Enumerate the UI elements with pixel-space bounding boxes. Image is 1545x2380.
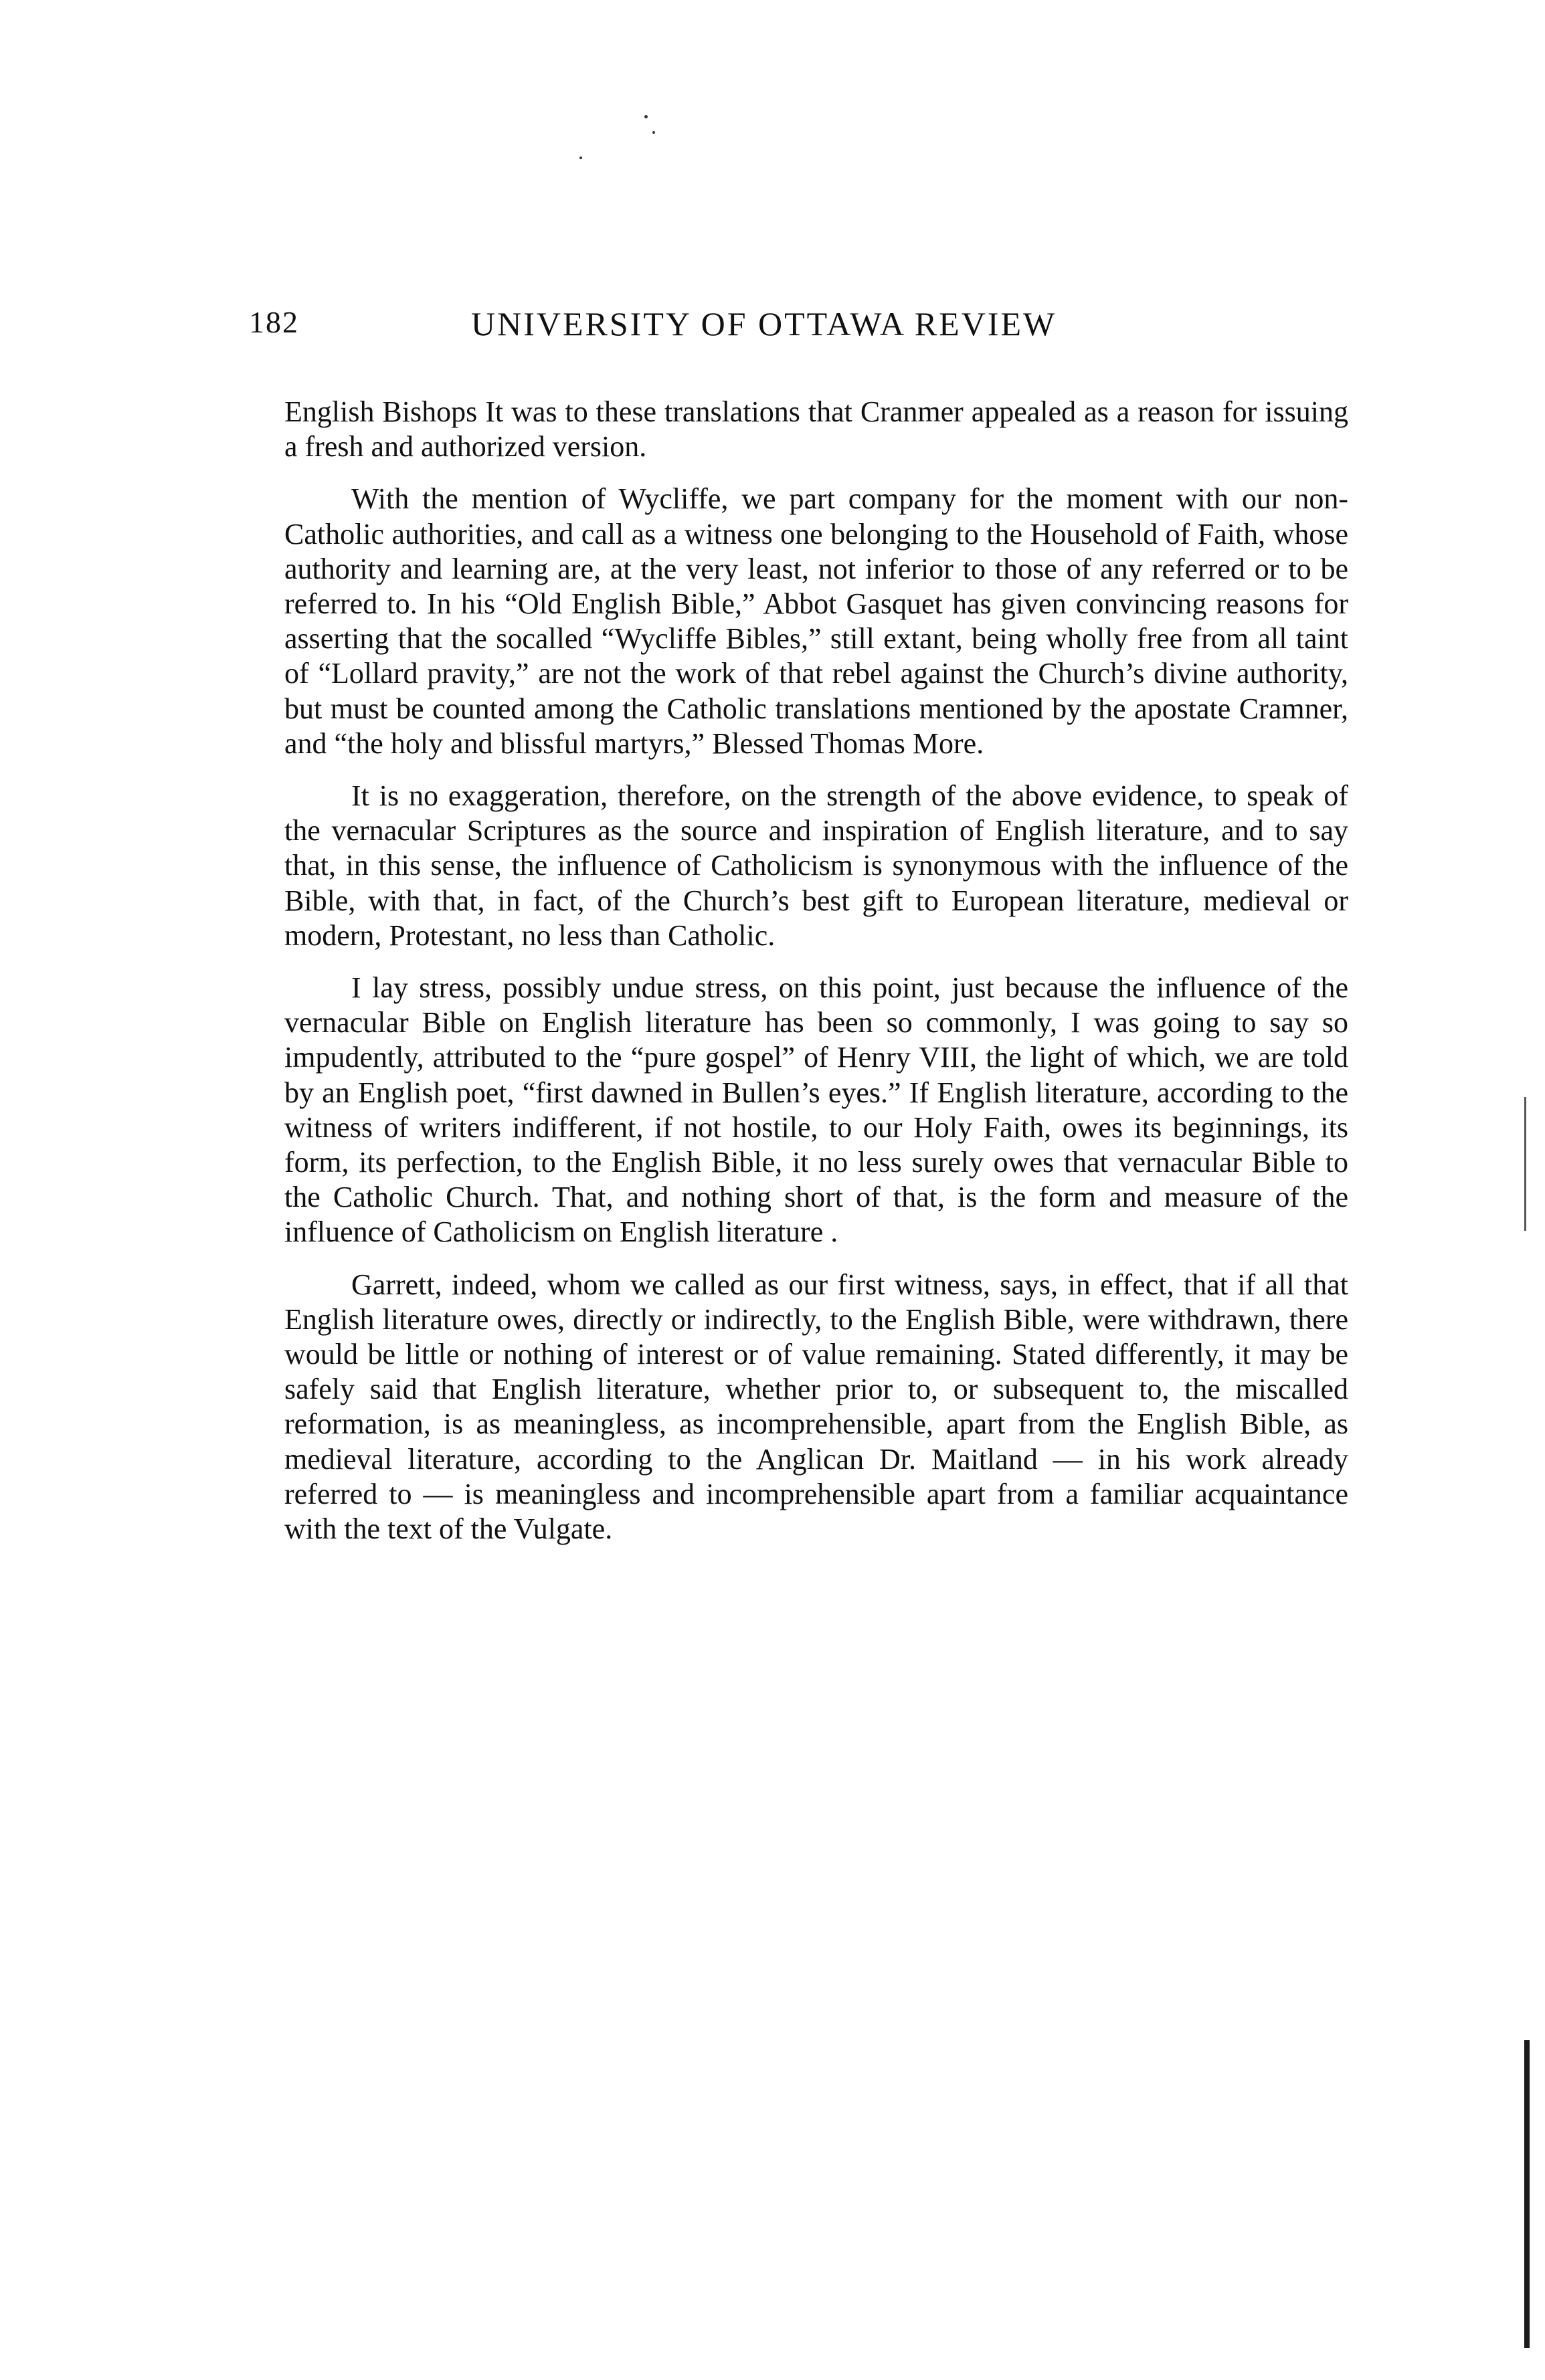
paragraph: English Bishops It was to these translations that Cranmer appealed as a reason for issuing a fresh and authorized version.: [284, 395, 1348, 464]
running-head: UNIVERSITY OF OTTAWA REVIEW: [471, 305, 1057, 342]
page-header: [249, 304, 1346, 351]
scan-edge-shadow: [1524, 2040, 1530, 2348]
paragraph: Garrett, indeed, whom we called as our first witness, says, in effect, that if all that English literature owes, directly or indirectly, to the English Bible, were withdrawn, there would be little or nothing of interest or of value remaining. Stated differently, it may be safely said that English literature, whether prior to, or subsequent to, the miscalled reformation, is as meaningless, as incomprehensible, apart from the English Bible, as medieval literature, according to the Anglican Dr. Maitland — in his work already referred to — is meaningless and incomprehensible apart from a familiar acquaintance with the text of the Vulgate.: [284, 1268, 1348, 1546]
paragraph: It is no exaggeration, therefore, on the strength of the above evidence, to speak of the vernacular Scriptures as the source and inspiration of English literature, and to say that, in this sense, the influence of Catholicism is synonymous with the influence of the Bible, with that, in fact, of the Church’s best gift to European literature, medieval or modern, Protestant, no less than Catholic.: [284, 779, 1348, 952]
scan-edge-shadow: [1524, 1097, 1526, 1231]
ink-speck: [579, 157, 582, 159]
article-body: [284, 395, 1348, 1564]
ink-speck: [652, 131, 655, 134]
page-number: 182: [249, 305, 299, 339]
ink-speck: [644, 115, 648, 118]
paragraph: I lay stress, possibly undue stress, on this point, just because the influence of the vernacular Bible on English literature has been so commonly, I was going to say so impudently, attributed to the “pure gospel” of Henry VIII, the light of which, we are told by an English poet, “first dawned in Bullen’s eyes.” If English literature, according to the witness of writers indifferent, if not hostile, to our Holy Faith, owes its beginnings, its form, its perfection, to the English Bible, it no less surely owes that vernacular Bible to the Catholic Church. That, and nothing short of that, is the form and measure of the influence of Catholicism on English literature .: [284, 971, 1348, 1249]
paragraph: With the mention of Wycliffe, we part company for the moment with our non-Catholic authorities, and call as a witness one belonging to the Household of Faith, whose authority and learning are, at the very least, not inferior to those of any referred or to be referred to. In his “Old English Bible,” Abbot Gasquet has given convincing reasons for asserting that the socalled “Wycliffe Bibles,” still extant, being wholly free from all taint of “Lollard pravity,” are not the work of that rebel against the Church’s divine authority, but must be counted among the Catholic translations mentioned by the apostate Cramner, and “the holy and blissful martyrs,” Blessed Thomas More.: [284, 482, 1348, 760]
